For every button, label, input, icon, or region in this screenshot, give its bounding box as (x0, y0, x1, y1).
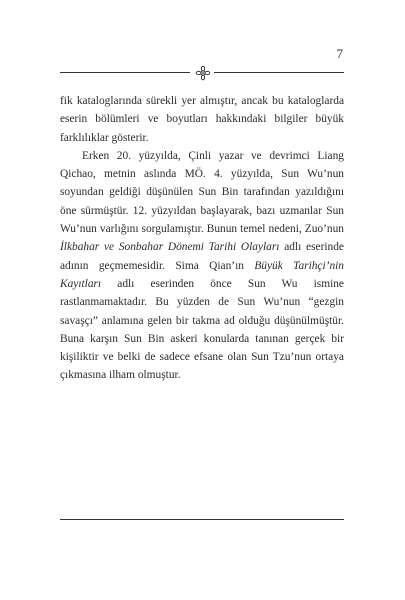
paragraph-text: fik kataloglarında sürekli yer almıştır, ancak bu kataloglarda eserin bölümleri ve boyutları hakkındaki bilgiler büyük farklılıklar gösterir. (60, 95, 344, 144)
header-rule (60, 67, 344, 79)
paragraph-text: adlı eserinden önce Sun Wu ismine rastlanmamaktadır. Bu yüzden de Sun Wu’nun “gezgin savaşçı” anlamına gelen bir takma ad olduğu düşünülmüştür. Buna karşın Sun Bin askeri konularda tanınan gerçek bir kişiliktir ve belki de sadece efsane olan Sun Tzu’nun ortaya çıkmasına ilham olmuştur. (60, 277, 344, 382)
page-number: 7 (336, 46, 343, 61)
italic-title-text: Büyük Tarihçi’nin Kayıtları (60, 259, 344, 290)
footer-rule (60, 519, 344, 520)
header-rule-left-line (60, 72, 190, 73)
body-text (60, 92, 344, 385)
flower-ornament-icon (195, 65, 211, 81)
paragraph (60, 92, 344, 147)
paragraph-text: Erken 20. yüzyılda, Çinli yazar ve devrimci Liang Qichao, metnin aslında MÖ. 4. yüzyılda, Sun Wu’nun soyundan geldiği düşünülen Sun Bin tarafından yazıldığını öne sürmüştür. 12. yüzyıldan başlayarak, bazı uzmanlar Sun Wu’nun varlığını sorgulamıştır. Bunun temel nedeni, Zuo’nun (60, 149, 344, 236)
paragraph (60, 147, 344, 385)
italic-title-text: İlkbahar ve Sonbahar Dönemi Tarihi Olayları (60, 241, 280, 254)
header-rule-right-line (214, 72, 344, 73)
paragraph-text: adlı eserinde adının geçmemesidir. Sima Qian’ın (60, 241, 344, 272)
